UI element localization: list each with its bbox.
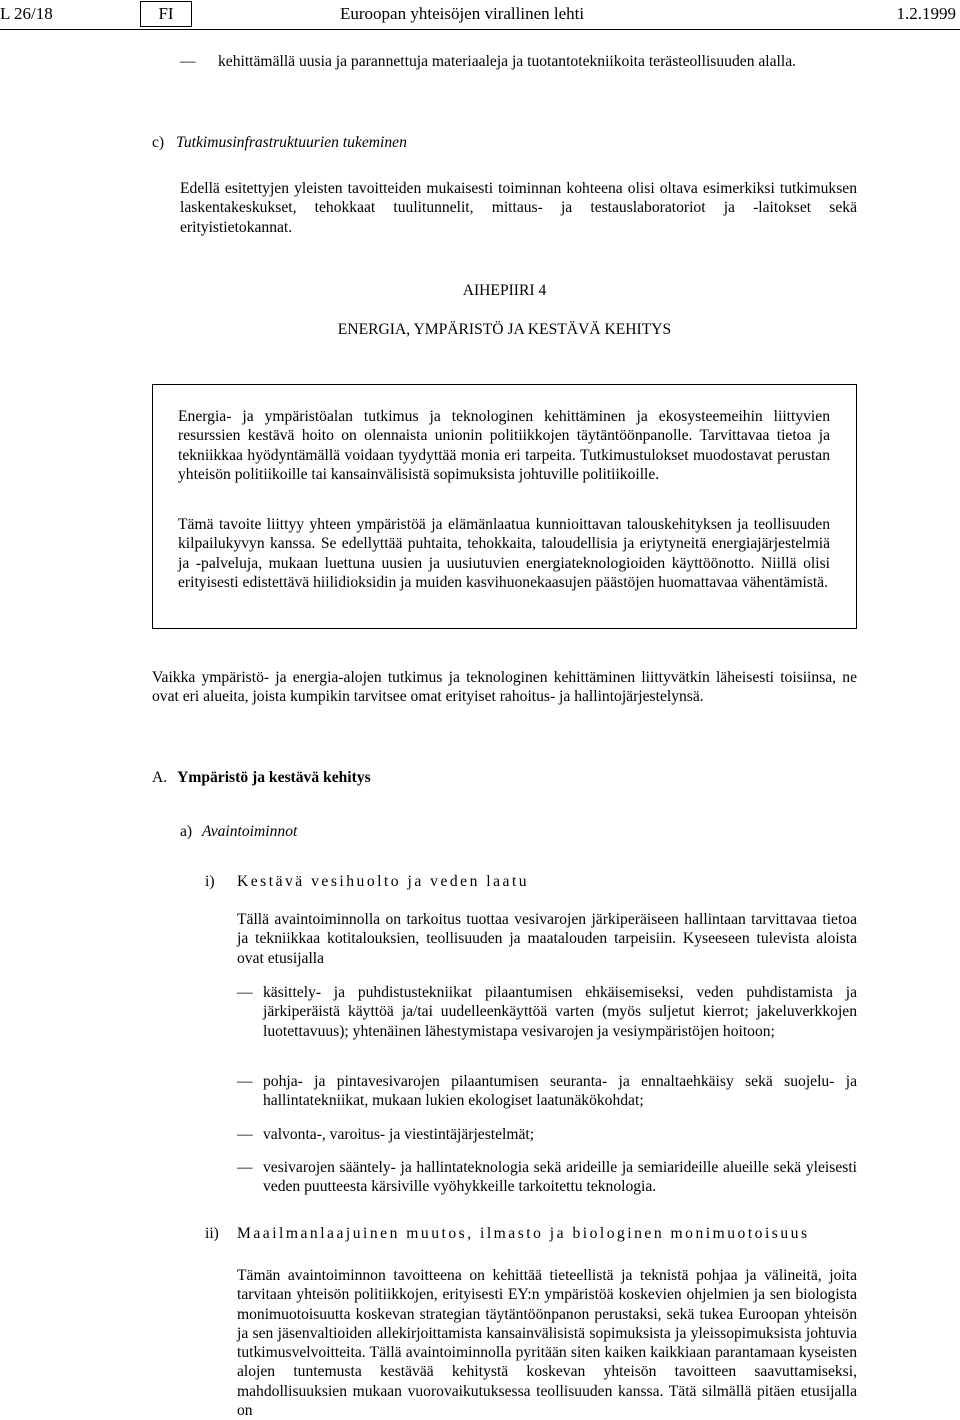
section-a-heading [152,768,371,787]
list-item-text: vesivarojen sääntely- ja hallintateknologia sekä arideille ja semiarideille alueille sekä yleisesti veden puutteesta kärsiville vyöhykkeille tarkoitettu teknologia. [263,1159,857,1196]
section-a-label: A. [152,769,168,786]
section-c-paragraph: Edellä esitettyjen yleisten tavoitteiden mukaisesti toiminnan kohteena olisi oltava esimerkiksi tutkimuksen laskentakeskukset, tehokkaat tuulitunnelit, mittaus- ja testauslaboratoriot ja -laitokset sekä erityistietokannat. [180,180,857,236]
section-c-title: Tutkimusinfrastruktuurien tukeminen [176,134,407,151]
box-paragraph-2: Tämä tavoite liittyy yhteen ympäristöä ja elämänlaatua kunnioittavan talouskehityksen ja teollisuuden kilpailukyvyn kanssa. Se edellyttää puhtaita, tehokkaita, taloudellisia ja eriytyneitä energiajärjestelmiä ja -palveluja, mukaan luettuna uusien ja uusiutuvien energiateknologioiden käyttöönotto. Niillä olisi erityisesti edistettävä hiilidioksidin ja muiden kasvihuonekaasujen päästöjen huomattavaa vähentämistä. [178,516,830,591]
item-ii-paragraph: Tämän avaintoiminnon tavoitteena on kehittää tieteellistä ja teknistä pohjaa ja välineitä, joita tarvitaan yhteisön politiikkojen, erityisesti EY:n ympäristöä koskevien ohjelmien ja sen biologista monimuotoisuutta koskevan strategian täytäntöönpanon perustaksi, sekä tukea Euroopan yhteisön ja sen jäsenvaltioiden allekirjoittamista kansainvälisistä sopimuksista ja yleissopimuksista johtuvia tutkimusvelvoitteita. Tällä avaintoiminnolla pyritään siten kaiken kaikkiaan parantamaan kyseisten alojen tuntemusta kestävää kehitystä koskevan yhteisön tavoitteen saavuttamiseksi, mahdollisuuksien mukaan vuorovaikutuksessa teollisuuden kanssa. Tätä silmällä pitäen etusijalla on [237,1267,857,1420]
section-a-title: Ympäristö ja kestävä kehitys [177,769,371,786]
page-header [0,0,960,30]
list-item-text: valvonta-, varoitus- ja viestintäjärjestelmät; [263,1126,535,1143]
dash-icon: — [237,1159,253,1176]
item-ii-title: Maailmanlaajuinen muutos, ilmasto ja biologinen monimuotoisuus [237,1225,810,1242]
language-badge: FI [140,1,192,27]
objective-box [152,384,857,629]
theme-title: ENERGIA, YMPÄRISTÖ JA KESTÄVÄ KEHITYS [337,321,672,338]
list-item-text: käsittely- ja puhdistustekniikat pilaantumisen ehkäisemiseksi, veden puhdistamista ja järkiperäistä käyttöä ja/tai uudelleenkäyttöä varten (myös suljetut kierrot; jakeluverkkojen luotettavuus); yhtenäinen lähestymistapa vesivarojen ja vesiympäristöjen hoitoon; [263,984,857,1040]
theme-number: AIHEPIIRI 4 [462,282,547,299]
dash-icon: — [180,53,196,70]
journal-title: Euroopan yhteisöjen virallinen lehti [340,4,585,23]
intro-paragraph: Vaikka ympäristö- ja energia-alojen tutkimus ja teknologinen kehittäminen liittyvätkin läheisesti toisiinsa, ne ovat eri alueita, joista kumpikin tarvitsee omat erityiset rahoitus- ja hallintojärjestelynsä. [152,669,857,706]
subsection-a-heading [180,822,297,841]
bullet-text: kehittämällä uusia ja parannettuja materiaaleja ja tuotantotekniikoita terästeollisuuden alalla. [218,53,797,70]
subsection-a-title: Avaintoiminnot [202,823,298,840]
item-i-label: i) [205,873,215,890]
section-c-label: c) [152,134,165,151]
item-ii-label: ii) [205,1225,219,1242]
page-reference: L 26/18 [0,4,53,23]
dash-icon: — [237,984,253,1001]
item-i-paragraph: Tällä avaintoiminnolla on tarkoitus tuottaa vesivarojen järkiperäiseen hallintaan tarvittavaa tietoa ja tekniikkaa kotitalouksien, teollisuuden ja maatalouden tarpeisiin. Kyseeseen tulevista aloista ovat etusijalla [237,911,857,967]
publication-date: 1.2.1999 [896,4,956,23]
box-paragraph-1: Energia- ja ympäristöalan tutkimus ja teknologinen kehittäminen ja ekosysteemeihin liittyvien resurssien kestävä hoito on olennaista unionin politiikkojen täytäntöönpanolle. Tarvittavaa tietoa ja tekniikkaa hyödyntämällä voidaan tyydyttää monia eri tarpeita. Tutkimustulokset muodostavat perustan yhteisön politiikoille tai kansainvälisistä sopimuksista johtuville politiikoille. [178,408,830,483]
item-i-title: Kestävä vesihuolto ja veden laatu [237,873,530,890]
subsection-a-label: a) [180,823,193,840]
dash-icon: — [237,1073,253,1090]
list-item-text: pohja- ja pintavesivarojen pilaantumisen seuranta- ja ennaltaehkäisy sekä suojelu- ja hallintatekniikat, mukaan lukien ekologiset laatunäkökohdat; [263,1073,857,1110]
header-divider [0,29,960,30]
dash-icon: — [237,1126,253,1143]
section-c-heading [152,133,407,152]
